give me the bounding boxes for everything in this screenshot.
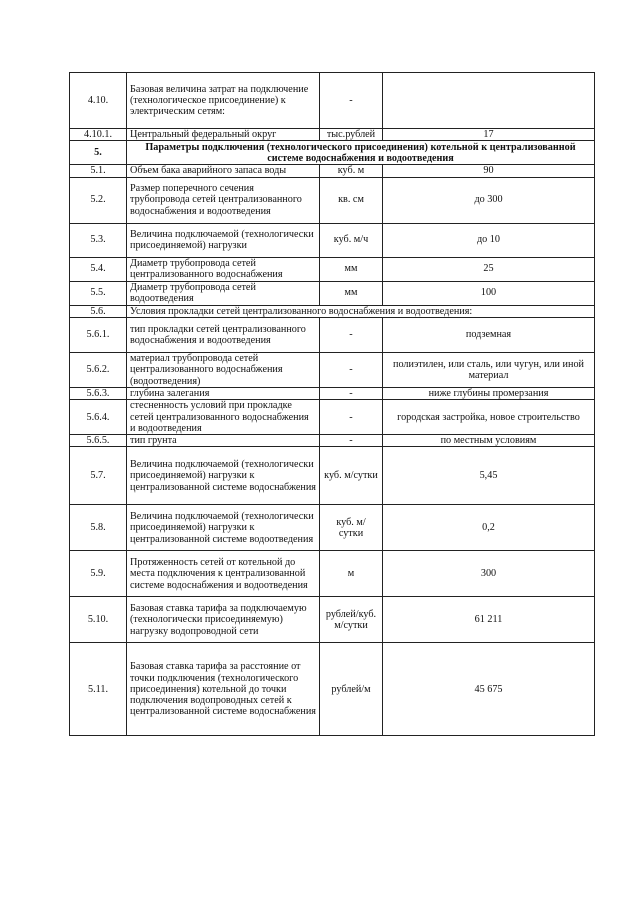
row-unit: - [320, 73, 383, 129]
row-unit: куб. м/сутки [320, 447, 383, 505]
row-description: глубина залегания [127, 387, 320, 399]
table-row [70, 435, 595, 447]
row-value: подземная [383, 317, 595, 352]
row-unit: мм [320, 257, 383, 281]
row-value: до 300 [383, 177, 595, 223]
row-number: 5.6. [70, 305, 127, 317]
row-value: 25 [383, 257, 595, 281]
row-description: материал трубопровода сетей централизованного водоснабжения (водоотведения) [127, 352, 320, 387]
row-unit: куб. м/ сутки [320, 505, 383, 551]
table-row [70, 281, 595, 305]
table-row [70, 643, 595, 736]
row-unit: м [320, 551, 383, 597]
row-description: тип грунта [127, 435, 320, 447]
table-body [70, 73, 595, 736]
row-description: Протяженность сетей от котельной до места подключения к централизованной системе водоснабжения и водоотведения [127, 551, 320, 597]
table-row [70, 352, 595, 387]
row-number: 5.4. [70, 257, 127, 281]
row-value: 100 [383, 281, 595, 305]
table-row [70, 387, 595, 399]
row-value: 17 [383, 129, 595, 141]
row-value: по местным условиям [383, 435, 595, 447]
row-description: Величина подключаемой (технологически присоединяемой) нагрузки к централизованной системе водоснабжения [127, 447, 320, 505]
row-description: Базовая ставка тарифа за расстояние от точки подключения (технологического присоединения) котельной до точки подключения водопроводных сетей к централизованной системе водоснабжения [127, 643, 320, 736]
table-row [70, 223, 595, 257]
row-number: 5.9. [70, 551, 127, 597]
row-number: 5.1. [70, 165, 127, 177]
row-value: городская застройка, новое строительство [383, 400, 595, 435]
row-number: 5.5. [70, 281, 127, 305]
row-description: Величина подключаемой (технологически присоединяемой) нагрузки к централизованной системе водоотведения [127, 505, 320, 551]
row-description: Условия прокладки сетей централизованного водоснабжения и водоотведения: [127, 305, 595, 317]
row-description: Объем бака аварийного запаса воды [127, 165, 320, 177]
row-value: 0,2 [383, 505, 595, 551]
row-value: до 10 [383, 223, 595, 257]
row-unit: - [320, 352, 383, 387]
row-value: 300 [383, 551, 595, 597]
row-unit: тыс.рублей [320, 129, 383, 141]
row-value: 45 675 [383, 643, 595, 736]
table-row [70, 597, 595, 643]
row-unit: - [320, 400, 383, 435]
table-row [70, 73, 595, 129]
row-unit: мм [320, 281, 383, 305]
table-row [70, 257, 595, 281]
row-description: Диаметр трубопровода сетей водоотведения [127, 281, 320, 305]
row-description: стесненность условий при прокладке сетей централизованного водоснабжения и водоотведения [127, 400, 320, 435]
row-value: 90 [383, 165, 595, 177]
row-unit: кв. см [320, 177, 383, 223]
row-unit: куб. м/ч [320, 223, 383, 257]
row-description: Базовая величина затрат на подключение (технологическое присоединение) к электрическим сетям: [127, 73, 320, 129]
row-description: Размер поперечного сечения трубопровода сетей централизованного водоснабжения и водоотведения [127, 177, 320, 223]
table-row [70, 447, 595, 505]
row-unit: куб. м [320, 165, 383, 177]
row-description: Величина подключаемой (технологически присоединяемой) нагрузки [127, 223, 320, 257]
table-row [70, 505, 595, 551]
row-number: 5.8. [70, 505, 127, 551]
row-unit: рублей/м [320, 643, 383, 736]
row-unit: - [320, 317, 383, 352]
row-number: 4.10. [70, 73, 127, 129]
row-number: 5.6.4. [70, 400, 127, 435]
table-row [70, 305, 595, 317]
row-value: 61 211 [383, 597, 595, 643]
row-value: 5,45 [383, 447, 595, 505]
row-number: 5. [70, 141, 127, 165]
parameters-table [69, 72, 595, 736]
row-number: 5.2. [70, 177, 127, 223]
table-row [70, 551, 595, 597]
row-description: тип прокладки сетей централизованного водоснабжения и водоотведения [127, 317, 320, 352]
table-row [70, 141, 595, 165]
row-description: Центральный федеральный округ [127, 129, 320, 141]
row-value: ниже глубины промерзания [383, 387, 595, 399]
row-number: 5.10. [70, 597, 127, 643]
section-heading: Параметры подключения (технологического присоединения) котельной к централизованной системе водоснабжения и водоотведения [127, 141, 595, 165]
row-value: полиэтилен, или сталь, или чугун, или иной материал [383, 352, 595, 387]
row-unit: - [320, 435, 383, 447]
row-number: 5.6.2. [70, 352, 127, 387]
row-number: 5.7. [70, 447, 127, 505]
row-number: 5.6.3. [70, 387, 127, 399]
table-row [70, 165, 595, 177]
row-number: 5.11. [70, 643, 127, 736]
row-number: 5.3. [70, 223, 127, 257]
row-description: Диаметр трубопровода сетей централизованного водоснабжения [127, 257, 320, 281]
row-unit: - [320, 387, 383, 399]
row-value [383, 73, 595, 129]
row-number: 5.6.5. [70, 435, 127, 447]
row-description: Базовая ставка тарифа за подключаемую (технологически присоединяемую) нагрузку водопроводной сети [127, 597, 320, 643]
table-row [70, 400, 595, 435]
row-unit: рублей/куб. м/сутки [320, 597, 383, 643]
table-row [70, 129, 595, 141]
table-row [70, 177, 595, 223]
row-number: 5.6.1. [70, 317, 127, 352]
table-row [70, 317, 595, 352]
row-number: 4.10.1. [70, 129, 127, 141]
